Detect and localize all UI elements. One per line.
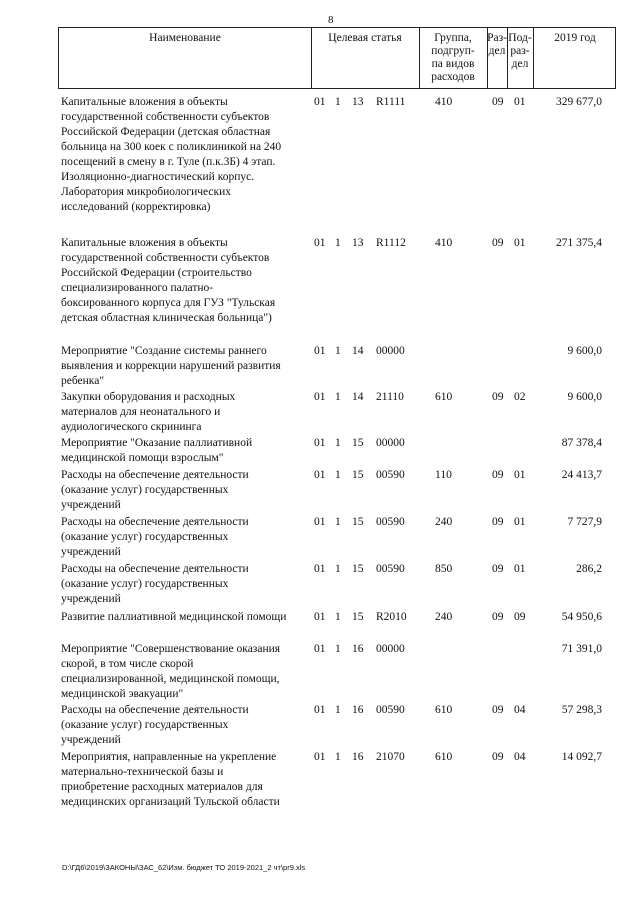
header-name: Наименование — [149, 32, 221, 44]
row-name-line: (оказание услуг) государственных — [61, 578, 229, 590]
target-direction: 00590 — [376, 704, 405, 716]
target-direction: 21070 — [376, 751, 405, 763]
row-name-line: Мероприятие "Создание системы раннего — [61, 345, 267, 357]
row-name — [61, 390, 307, 435]
row-name-line: Мероприятия, направленные на укрепление — [61, 751, 277, 763]
target-subprogram: 1 — [335, 237, 341, 249]
target-program: 01 — [314, 516, 326, 528]
row-name — [61, 515, 307, 560]
target-subprogram: 1 — [335, 437, 341, 449]
amount-2019: 54 950,6 — [561, 611, 602, 623]
row-name — [61, 344, 307, 389]
target-subprogram: 1 — [335, 516, 341, 528]
row-name-line: Капитальные вложения в объекты — [61, 237, 228, 249]
amount-2019: 87 378,4 — [561, 437, 602, 449]
row-name — [61, 642, 307, 702]
amount-2019: 271 375,4 — [556, 237, 602, 249]
target-event: 15 — [352, 437, 364, 449]
row-name — [61, 436, 307, 466]
target-direction: 00590 — [376, 516, 405, 528]
row-name-line: государственной собственности субъектов — [61, 111, 270, 123]
amount-2019: 7 727,9 — [567, 516, 602, 528]
file-path-footer: D:\ГД6\2019\ЗАКОНЫ\ЗАС_62\Изм. бюджет ТО 2019-2021_2 чт\pr9.xls — [62, 863, 306, 872]
row-name-line: Российской Федерации (детская областная — [61, 126, 271, 138]
section-code: 09 — [492, 469, 504, 481]
row-name-line: медицинских организаций Тульской области — [61, 796, 280, 808]
amount-2019: 9 600,0 — [567, 391, 602, 403]
target-program: 01 — [314, 611, 326, 623]
target-program: 01 — [314, 643, 326, 655]
target-subprogram: 1 — [335, 563, 341, 575]
target-direction: R2010 — [376, 611, 407, 623]
row-name-line: медицинской эвакуации" — [61, 688, 184, 700]
target-subprogram: 1 — [335, 469, 341, 481]
row-name-line: Развитие паллиативной медицинской помощи — [61, 611, 287, 623]
row-name-line: ребенка" — [61, 375, 105, 387]
row-name-line: Лаборатория микробиологических — [61, 186, 232, 198]
section-code: 09 — [492, 611, 504, 623]
subsection-code: 04 — [514, 751, 526, 763]
section-code: 09 — [492, 391, 504, 403]
target-direction: 00590 — [376, 563, 405, 575]
row-name — [61, 236, 307, 326]
target-program: 01 — [314, 391, 326, 403]
header-target-article: Целевая статья — [328, 32, 402, 44]
expense-group: 410 — [435, 96, 453, 108]
row-name-line: медицинской помощи взрослым" — [61, 452, 224, 464]
page-number: 8 — [328, 14, 334, 26]
row-name — [61, 468, 307, 513]
row-name-line: Российской Федерации (строительство — [61, 267, 252, 279]
target-direction: 00000 — [376, 643, 405, 655]
expense-group: 610 — [435, 391, 453, 403]
section-code: 09 — [492, 704, 504, 716]
row-name — [61, 703, 307, 748]
table-header — [58, 27, 616, 89]
section-code: 09 — [492, 563, 504, 575]
target-event: 15 — [352, 563, 364, 575]
row-name-line: Расходы на обеспечение деятельности — [61, 469, 249, 481]
target-event: 16 — [352, 751, 364, 763]
row-name-line: учреждений — [61, 734, 121, 746]
row-name-line: выявления и коррекции нарушений развития — [61, 360, 281, 372]
amount-2019: 14 092,7 — [561, 751, 602, 763]
amount-2019: 71 391,0 — [561, 643, 602, 655]
section-code: 09 — [492, 751, 504, 763]
row-name-line: материально-технической базы и — [61, 766, 224, 778]
header-subsection: Под- раз- дел — [508, 32, 532, 70]
amount-2019: 329 677,0 — [556, 96, 602, 108]
row-name-line: Мероприятие "Оказание паллиативной — [61, 437, 253, 449]
row-name-line: учреждений — [61, 546, 121, 558]
row-name-line: аудиологического скрининга — [61, 421, 202, 433]
target-event: 15 — [352, 469, 364, 481]
subsection-code: 01 — [514, 96, 526, 108]
row-name-line: приобретение расходных материалов для — [61, 781, 263, 793]
amount-2019: 57 298,3 — [561, 704, 602, 716]
target-event: 13 — [352, 237, 364, 249]
row-name-line: государственной собственности субъектов — [61, 252, 270, 264]
row-name-line: больница на 300 коек с поликлиникой на 240 — [61, 141, 282, 153]
expense-group: 410 — [435, 237, 453, 249]
header-group: Группа, подгруп- па видов расходов — [431, 32, 475, 83]
target-subprogram: 1 — [335, 751, 341, 763]
subsection-code: 02 — [514, 391, 526, 403]
target-subprogram: 1 — [335, 391, 341, 403]
row-name-line: Капитальные вложения в объекты — [61, 96, 228, 108]
target-event: 13 — [352, 96, 364, 108]
amount-2019: 286,2 — [576, 563, 602, 575]
row-name — [61, 750, 307, 810]
expense-group: 240 — [435, 516, 453, 528]
row-name-line: скорой, в том числе скорой — [61, 658, 194, 670]
expense-group: 610 — [435, 751, 453, 763]
row-name-line: боксированного корпуса для ГУЗ "Тульская — [61, 297, 276, 309]
row-name-line: Изоляционно-диагностический корпус. — [61, 171, 255, 183]
target-direction: R1111 — [376, 96, 406, 108]
target-direction: 00000 — [376, 437, 405, 449]
amount-2019: 9 600,0 — [567, 345, 602, 357]
target-program: 01 — [314, 469, 326, 481]
expense-group: 110 — [435, 469, 452, 481]
target-direction: 00590 — [376, 469, 405, 481]
target-program: 01 — [314, 437, 326, 449]
row-name-line: Расходы на обеспечение деятельности — [61, 704, 249, 716]
subsection-code: 01 — [514, 237, 526, 249]
target-program: 01 — [314, 345, 326, 357]
row-name — [61, 95, 307, 215]
row-name-line: (оказание услуг) государственных — [61, 531, 229, 543]
target-event: 15 — [352, 516, 364, 528]
row-name-line: детская областная клиническая больница") — [61, 312, 272, 324]
target-subprogram: 1 — [335, 704, 341, 716]
row-name-line: посещений в смену в г. Туле (п.к.3Б) 4 этап. — [61, 156, 276, 168]
expense-group: 850 — [435, 563, 453, 575]
target-program: 01 — [314, 96, 326, 108]
amount-2019: 24 413,7 — [561, 469, 602, 481]
row-name — [61, 562, 307, 607]
row-name-line: специализированного палатно- — [61, 282, 214, 294]
target-event: 16 — [352, 643, 364, 655]
row-name-line: Закупки оборудования и расходных — [61, 391, 236, 403]
row-name-line: Расходы на обеспечение деятельности — [61, 516, 249, 528]
section-code: 09 — [492, 237, 504, 249]
target-program: 01 — [314, 751, 326, 763]
target-subprogram: 1 — [335, 611, 341, 623]
row-name-line: Мероприятие "Совершенствование оказания — [61, 643, 281, 655]
target-program: 01 — [314, 563, 326, 575]
subsection-code: 01 — [514, 469, 526, 481]
target-subprogram: 1 — [335, 643, 341, 655]
target-program: 01 — [314, 704, 326, 716]
row-name-line: специализированной, медицинской помощи, — [61, 673, 280, 685]
row-name-line: Расходы на обеспечение деятельности — [61, 563, 249, 575]
row-name-line: материалов для неонатального и — [61, 406, 221, 418]
target-event: 14 — [352, 391, 364, 403]
row-name-line: учреждений — [61, 499, 121, 511]
target-direction: 00000 — [376, 345, 405, 357]
row-name — [61, 610, 307, 625]
row-name-line: (оказание услуг) государственных — [61, 719, 229, 731]
subsection-code: 04 — [514, 704, 526, 716]
row-name-line: учреждений — [61, 593, 121, 605]
target-direction: 21110 — [376, 391, 404, 403]
expense-group: 610 — [435, 704, 453, 716]
target-event: 15 — [352, 611, 364, 623]
target-program: 01 — [314, 237, 326, 249]
target-direction: R1112 — [376, 237, 406, 249]
header-section: Раз- дел — [487, 32, 507, 57]
row-name-line: исследований (корректировка) — [61, 201, 211, 213]
section-code: 09 — [492, 96, 504, 108]
target-subprogram: 1 — [335, 345, 341, 357]
target-subprogram: 1 — [335, 96, 341, 108]
row-name-line: (оказание услуг) государственных — [61, 484, 229, 496]
target-event: 14 — [352, 345, 364, 357]
expense-group: 240 — [435, 611, 453, 623]
section-code: 09 — [492, 516, 504, 528]
subsection-code: 01 — [514, 516, 526, 528]
subsection-code: 01 — [514, 563, 526, 575]
target-event: 16 — [352, 704, 364, 716]
header-year: 2019 год — [554, 32, 596, 44]
subsection-code: 09 — [514, 611, 526, 623]
